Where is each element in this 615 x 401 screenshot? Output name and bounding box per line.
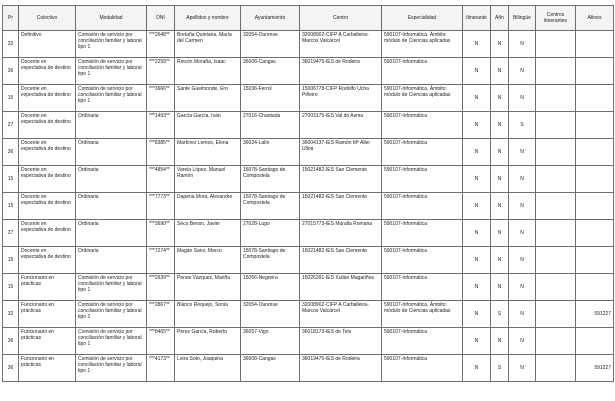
cell-dni: ***4173** (147, 355, 175, 382)
cell-centro: 15021482-IES San Clemente (300, 193, 382, 220)
cell-afines (576, 112, 614, 139)
cell-pr: 15 (3, 274, 19, 301)
cell-bilingue: N (509, 166, 536, 193)
cell-bilingue: N (509, 85, 536, 112)
cell-apellidos-nombre: Pérez García, Roberto (175, 328, 241, 355)
cell-afines (576, 85, 614, 112)
cell-afines (576, 58, 614, 85)
cell-itinerante: N (463, 112, 491, 139)
cell-modalidad: Ordinaria (76, 220, 147, 247)
cell-dni: ***4854** (147, 166, 175, 193)
cell-centro: 27015773-IES Muralla Romana (300, 220, 382, 247)
cell-afines: 591227 (576, 355, 614, 382)
cell-pr: 27 (3, 220, 19, 247)
cell-centro: 15021482-IES San Clemente (300, 247, 382, 274)
cell-bilingue: N (509, 31, 536, 58)
cell-bilingue: N (509, 328, 536, 355)
cell-ayuntamiento: 15078-Santiago de Compostela (241, 193, 300, 220)
cell-afines (576, 31, 614, 58)
cell-apellidos-nombre: Rincón Moraña, Isaac (175, 58, 241, 85)
table-row (3, 247, 614, 274)
cell-apellidos-nombre: Penas Vázquez, Mariña (175, 274, 241, 301)
cell-afin: S (491, 355, 509, 382)
assignments-table (2, 5, 614, 382)
cell-especialidad: 590107-Informática. Ámbito: módulo de Ciencias aplicadas (382, 31, 463, 58)
cell-ayuntamiento: 15036-Ferrol (241, 85, 300, 112)
table-row (3, 139, 614, 166)
table-row (3, 31, 614, 58)
cell-afin: N (491, 328, 509, 355)
cell-ayuntamiento: 32054-Ourense (241, 301, 300, 328)
cell-centro: 27003175-IES Val do Asma (300, 112, 382, 139)
cell-especialidad: 590107-Informática. Ámbito: módulo de Ciencias aplicadas (382, 85, 463, 112)
cell-centro: 15006778-CIFP Rodolfo Ucha Piñeiro (300, 85, 382, 112)
cell-itinerante: N (463, 166, 491, 193)
cell-modalidad: Comisión de servicio por conciliación familiar y laboral tipo 1 (76, 274, 147, 301)
cell-centro: 32008902-CIFP A Carballeira-Marcos Valcárcel (300, 301, 382, 328)
cell-pr: 15 (3, 166, 19, 193)
table-row (3, 301, 614, 328)
cell-especialidad: 590107-Informática (382, 58, 463, 85)
cell-ayuntamiento: 15078-Santiago de Compostela (241, 247, 300, 274)
cell-modalidad: Ordinaria (76, 193, 147, 220)
cell-bilingue: N (509, 220, 536, 247)
cell-especialidad: 590107-Informática (382, 355, 463, 382)
cell-colectivo: Docente en expectativa de destino (19, 112, 76, 139)
cell-itinerante: N (463, 31, 491, 58)
cell-itinerante: N (463, 220, 491, 247)
cell-colectivo: Docente en expectativa de destino (19, 247, 76, 274)
cell-bilingue: N (509, 247, 536, 274)
cell-modalidad: Ordinaria (76, 112, 147, 139)
cell-afin: N (491, 274, 509, 301)
table-body (3, 31, 614, 382)
cell-colectivo: Docente en expectativa de destino (19, 58, 76, 85)
cell-pr: 15 (3, 247, 19, 274)
cell-dni: ***7773** (147, 193, 175, 220)
cell-especialidad: 590107-Informática (382, 166, 463, 193)
cell-afines (576, 193, 614, 220)
cell-afin: N (491, 58, 509, 85)
cell-modalidad: Ordinaria (76, 166, 147, 193)
header-centro: Centro (300, 6, 382, 31)
cell-bilingue: N (509, 274, 536, 301)
cell-colectivo: Docente en expectativa de destino (19, 220, 76, 247)
cell-centros-itinerantes (536, 166, 576, 193)
cell-centros-itinerantes (536, 220, 576, 247)
cell-especialidad: 590107-Informática (382, 112, 463, 139)
cell-pr: 36 (3, 58, 19, 85)
cell-centros-itinerantes (536, 274, 576, 301)
cell-itinerante: N (463, 193, 491, 220)
table-row (3, 274, 614, 301)
table-header (3, 6, 614, 31)
cell-ayuntamiento: 36008-Cangas (241, 58, 300, 85)
cell-itinerante: N (463, 355, 491, 382)
cell-modalidad: Ordinaria (76, 247, 147, 274)
cell-apellidos-nombre: Varela López, Manuel Ramón (175, 166, 241, 193)
header-itinerante: Itinerante (463, 6, 491, 31)
cell-bilingue: N (509, 139, 536, 166)
cell-afines (576, 274, 614, 301)
cell-centro: 36004137-IES Ramón Mª Aller Ulloa (300, 139, 382, 166)
cell-ayuntamiento: 36024-Lalín (241, 139, 300, 166)
cell-ayuntamiento: 36008-Cangas (241, 355, 300, 382)
header-apellidos-nombre: Apellidos y nombre (175, 6, 241, 31)
cell-especialidad: 590107-Informática (382, 247, 463, 274)
cell-ayuntamiento: 27028-Lugo (241, 220, 300, 247)
cell-modalidad: Comisión de servicio por conciliación familiar y laboral tipo 2 (76, 301, 147, 328)
assignments-sheet (2, 5, 613, 382)
cell-bilingue: N (509, 58, 536, 85)
cell-colectivo: Funcionario en prácticas (19, 328, 76, 355)
cell-dni: ***1493** (147, 112, 175, 139)
cell-dni: ***8465** (147, 328, 175, 355)
cell-afines (576, 220, 614, 247)
cell-itinerante: N (463, 328, 491, 355)
header-afin: Afín (491, 6, 509, 31)
cell-apellidos-nombre: Sante Guelmonde, Ero (175, 85, 241, 112)
header-afines: Afines (576, 6, 614, 31)
cell-centros-itinerantes (536, 301, 576, 328)
cell-afin: N (491, 220, 509, 247)
cell-apellidos-nombre: Dapena Mora, Alexandre (175, 193, 241, 220)
cell-pr: 36 (3, 355, 19, 382)
cell-centros-itinerantes (536, 247, 576, 274)
cell-dni: ***2867** (147, 301, 175, 328)
cell-colectivo: Docente en expectativa de destino (19, 193, 76, 220)
cell-colectivo: Funcionario en prácticas (19, 274, 76, 301)
cell-afines (576, 328, 614, 355)
cell-afin: N (491, 166, 509, 193)
table-row (3, 220, 614, 247)
cell-centro: 36019475-IES de Rodeira (300, 58, 382, 85)
cell-modalidad: Comisión de servicio por conciliación familiar y laboral tipo 1 (76, 85, 147, 112)
cell-modalidad: Comisión de servicio por conciliación familiar y laboral tipo 1 (76, 328, 147, 355)
table-row (3, 58, 614, 85)
cell-centros-itinerantes (536, 112, 576, 139)
cell-centros-itinerantes (536, 355, 576, 382)
cell-ayuntamiento: 15056-Negreira (241, 274, 300, 301)
cell-afines (576, 139, 614, 166)
cell-colectivo: Docente en expectativa de destino (19, 85, 76, 112)
header-centros-itinerantes: Centros itinerantes (536, 6, 576, 31)
cell-centros-itinerantes (536, 193, 576, 220)
cell-especialidad: 590107-Informática (382, 193, 463, 220)
cell-dni: ***8385** (147, 139, 175, 166)
cell-modalidad: Comisión de servicio por conciliación familiar y laboral tipo 1 (76, 58, 147, 85)
cell-itinerante: N (463, 139, 491, 166)
cell-itinerante: N (463, 301, 491, 328)
cell-apellidos-nombre: Seco Benso, Javier (175, 220, 241, 247)
cell-afin: N (491, 31, 509, 58)
cell-especialidad: 590107-Informática (382, 328, 463, 355)
cell-afin: N (491, 85, 509, 112)
cell-bilingue: N (509, 301, 536, 328)
cell-itinerante: N (463, 85, 491, 112)
cell-pr: 36 (3, 139, 19, 166)
table-row (3, 112, 614, 139)
header-ayuntamiento: Ayuntamiento (241, 6, 300, 31)
cell-afin: N (491, 139, 509, 166)
cell-itinerante: N (463, 58, 491, 85)
header-row (3, 6, 614, 31)
cell-itinerante: N (463, 274, 491, 301)
cell-ayuntamiento: 36057-Vigo (241, 328, 300, 355)
cell-especialidad: 590107-Informática. Ámbito: módulo de Ciencias aplicadas (382, 301, 463, 328)
cell-centros-itinerantes (536, 328, 576, 355)
cell-colectivo: Definitivo (19, 31, 76, 58)
cell-dni: ***2648** (147, 31, 175, 58)
cell-centro: 15026391-IES Xulián Magariños (300, 274, 382, 301)
cell-pr: 15 (3, 193, 19, 220)
cell-itinerante: N (463, 247, 491, 274)
cell-apellidos-nombre: Martínez Lemos, Elena (175, 139, 241, 166)
table-row (3, 166, 614, 193)
table-row (3, 85, 614, 112)
cell-apellidos-nombre: Blanco Requejo, Sonia (175, 301, 241, 328)
cell-afines (576, 247, 614, 274)
cell-centros-itinerantes (536, 85, 576, 112)
header-colectivo: Colectivo (19, 6, 76, 31)
cell-especialidad: 590107-Informática (382, 220, 463, 247)
cell-colectivo: Docente en expectativa de destino (19, 139, 76, 166)
cell-afin: N (491, 112, 509, 139)
table-row (3, 328, 614, 355)
header-bilingue: Bilingüe (509, 6, 536, 31)
cell-bilingue: N (509, 193, 536, 220)
cell-modalidad: Comisión de servicio por conciliación familiar y laboral tipo 1 (76, 31, 147, 58)
header-modalidad: Modalidad (76, 6, 147, 31)
cell-centro: 15021482-IES San Clemente (300, 166, 382, 193)
cell-centros-itinerantes (536, 139, 576, 166)
cell-colectivo: Funcionario en prácticas (19, 355, 76, 382)
cell-apellidos-nombre: García García, Iván (175, 112, 241, 139)
table-row (3, 355, 614, 382)
cell-bilingue: S (509, 112, 536, 139)
cell-bilingue: N (509, 355, 536, 382)
cell-afin: N (491, 247, 509, 274)
cell-apellidos-nombre: Bretaña Quintana, María del Carmen (175, 31, 241, 58)
header-especialidad: Especialidad (382, 6, 463, 31)
cell-centro: 36019475-IES de Rodeira (300, 355, 382, 382)
cell-dni: ***3690** (147, 220, 175, 247)
cell-colectivo: Funcionario en prácticas (19, 301, 76, 328)
cell-modalidad: Ordinaria (76, 139, 147, 166)
header-dni: DNI (147, 6, 175, 31)
cell-afin: S (491, 301, 509, 328)
table-row (3, 193, 614, 220)
cell-centro: 36018173-IES de Teis (300, 328, 382, 355)
cell-pr: 32 (3, 31, 19, 58)
cell-especialidad: 590107-Informática (382, 139, 463, 166)
cell-pr: 15 (3, 85, 19, 112)
cell-pr: 36 (3, 328, 19, 355)
cell-centros-itinerantes (536, 58, 576, 85)
cell-modalidad: Comisión de servicio por conciliación familiar y laboral tipo 1 (76, 355, 147, 382)
cell-ayuntamiento: 27016-Chantada (241, 112, 300, 139)
cell-apellidos-nombre: Magán Sanz, Marco (175, 247, 241, 274)
cell-dni: ***3666** (147, 85, 175, 112)
cell-afin: N (491, 193, 509, 220)
cell-dni: ***2939** (147, 274, 175, 301)
cell-centro: 32008902-CIFP A Carballeira-Marcos Valcárcel (300, 31, 382, 58)
cell-dni: ***7274** (147, 247, 175, 274)
cell-colectivo: Docente en expectativa de destino (19, 166, 76, 193)
cell-ayuntamiento: 32054-Ourense (241, 31, 300, 58)
cell-especialidad: 590107-Informática (382, 274, 463, 301)
cell-pr: 27 (3, 112, 19, 139)
cell-apellidos-nombre: Loira Soto, Joaquina (175, 355, 241, 382)
header-pr: Pr (3, 6, 19, 31)
cell-dni: ***2259** (147, 58, 175, 85)
cell-ayuntamiento: 15078-Santiago de Compostela (241, 166, 300, 193)
cell-centros-itinerantes (536, 31, 576, 58)
cell-afines: 591227 (576, 301, 614, 328)
cell-pr: 32 (3, 301, 19, 328)
cell-afines (576, 166, 614, 193)
